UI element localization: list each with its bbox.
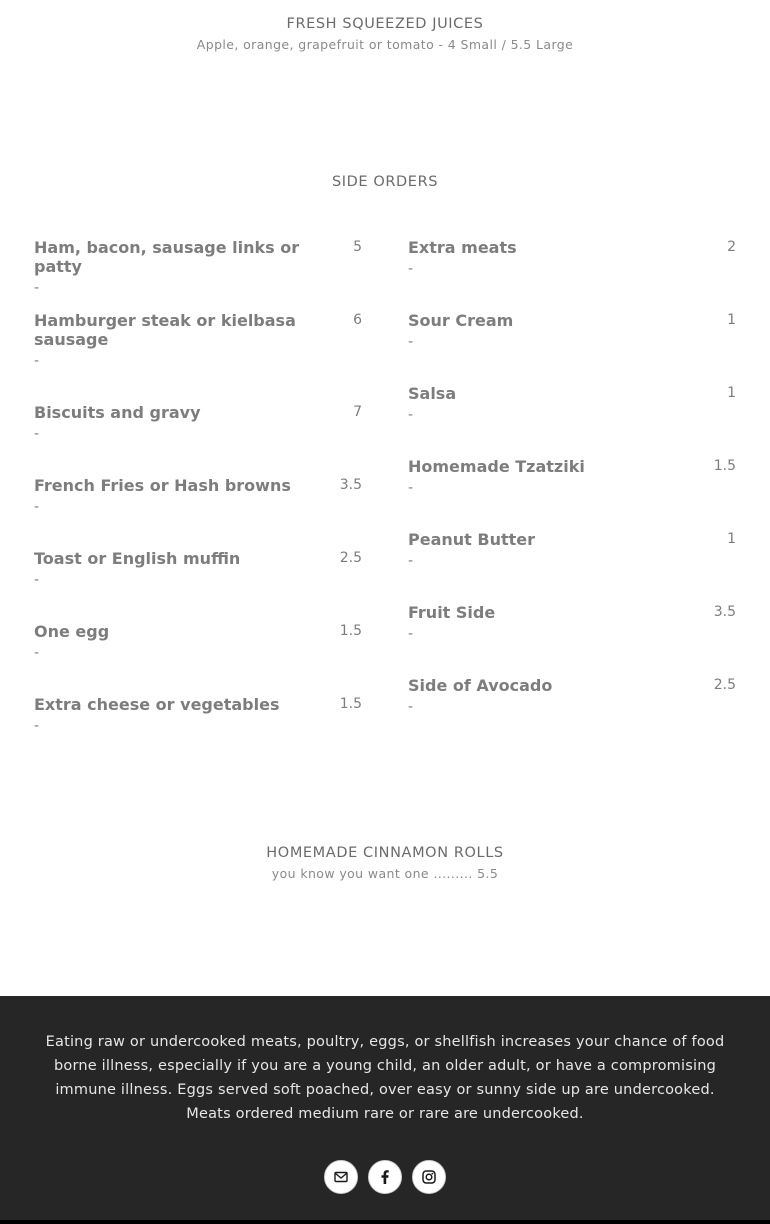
menu-item — [34, 622, 362, 695]
item-description: - — [34, 426, 40, 442]
item-name: Fruit Side — [408, 603, 496, 622]
item-name: Extra meats — [408, 238, 517, 257]
item-price: 6 — [353, 312, 362, 328]
item-name: Extra cheese or vegetables — [34, 695, 280, 714]
item-price: 3.5 — [713, 604, 736, 620]
menu-item — [408, 384, 736, 457]
menu-item — [408, 238, 736, 311]
item-description: - — [408, 261, 414, 277]
item-name: Hamburger steak or kielbasa sausage — [34, 311, 296, 349]
juices-title: FRESH SQUEEZED JUICES — [286, 16, 484, 32]
juices-section — [0, 16, 770, 52]
item-price: 1 — [727, 531, 736, 547]
instagram-icon — [421, 1169, 437, 1185]
item-name: French Fries or Hash browns — [34, 476, 291, 495]
menu-item — [408, 311, 736, 384]
item-name: Homemade Tzatziki — [408, 457, 585, 476]
instagram-button[interactable] — [412, 1160, 446, 1194]
social-links — [0, 1160, 770, 1194]
item-name: Biscuits and gravy — [34, 403, 201, 422]
item-description: - — [408, 334, 414, 350]
item-description: - — [34, 499, 40, 515]
menu-item — [34, 476, 362, 549]
footer — [0, 996, 770, 1224]
menu-item — [34, 238, 362, 311]
item-name: Ham, bacon, sausage links or patty — [34, 238, 300, 276]
menu-item — [408, 603, 736, 676]
item-price: 1.5 — [713, 458, 736, 474]
item-price: 7 — [353, 404, 362, 420]
item-price: 5 — [353, 239, 362, 255]
item-price: 2.5 — [713, 677, 736, 693]
item-price: 2 — [727, 239, 736, 255]
item-description: - — [34, 645, 40, 661]
item-price: 1.5 — [339, 696, 362, 712]
item-description: - — [408, 407, 414, 423]
side-orders-left-column — [34, 238, 362, 768]
item-description: - — [408, 699, 414, 715]
item-description: - — [408, 626, 414, 642]
item-price: 1.5 — [339, 623, 362, 639]
menu-item — [408, 676, 736, 749]
juices-subtitle: Apple, orange, grapefruit or tomato - 4 Small / 5.5 Large — [196, 37, 574, 52]
side-orders-header — [0, 174, 770, 190]
item-name: Side of Avocado — [408, 676, 553, 695]
item-name: Toast or English muffin — [34, 549, 241, 568]
menu-item — [34, 311, 362, 403]
item-price: 3.5 — [339, 477, 362, 493]
cinnamon-rolls-section — [0, 845, 770, 881]
item-description: - — [34, 572, 40, 588]
email-icon — [333, 1169, 349, 1185]
menu-item — [34, 403, 362, 476]
side-orders-title: SIDE ORDERS — [331, 174, 439, 190]
cinnamon-rolls-subtitle: you know you want one ......... 5.5 — [271, 866, 499, 881]
item-description: - — [34, 280, 40, 296]
item-price: 1 — [727, 312, 736, 328]
item-description: - — [408, 553, 414, 569]
menu-item — [408, 457, 736, 530]
item-price: 1 — [727, 385, 736, 401]
menu-item — [34, 695, 362, 768]
side-orders-right-column — [408, 238, 736, 749]
item-price: 2.5 — [339, 550, 362, 566]
item-description: - — [408, 480, 414, 496]
item-name: One egg — [34, 622, 110, 641]
item-name: Salsa — [408, 384, 457, 403]
item-description: - — [34, 718, 40, 734]
item-description: - — [34, 353, 40, 369]
item-name: Sour Cream — [408, 311, 514, 330]
email-button[interactable] — [324, 1160, 358, 1194]
item-name: Peanut Butter — [408, 530, 535, 549]
menu-item — [34, 549, 362, 622]
cinnamon-rolls-title: HOMEMADE CINNAMON ROLLS — [266, 845, 504, 861]
menu-item — [408, 530, 736, 603]
facebook-icon — [377, 1169, 393, 1185]
food-safety-disclaimer: Eating raw or undercooked meats, poultry, eggs, or shellfish increases your chance of food borne illness, especially if you are a young child, an older adult, or have a compromising immune illness. Eggs served soft poached, over easy or sunny side up are undercooked. Meats ordered medium rare or rare are undercooked. — [45, 1034, 725, 1122]
facebook-button[interactable] — [368, 1160, 402, 1194]
